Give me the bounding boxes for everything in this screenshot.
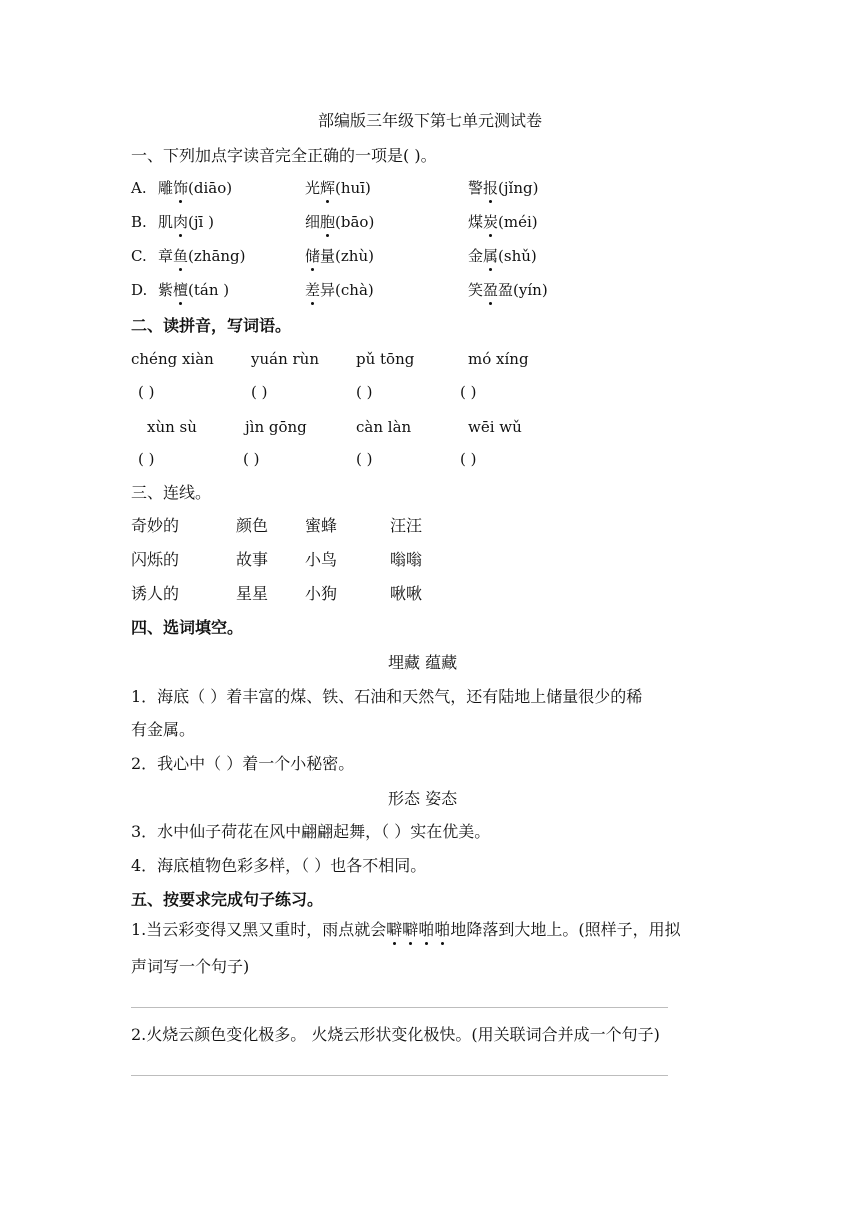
dotted-char: 噼	[402, 920, 419, 939]
pinyin-label: wēi wǔ	[468, 418, 522, 436]
word-char: 笑	[468, 281, 484, 299]
match-item[interactable]: 汪汪	[390, 516, 423, 535]
word-char: 煤	[468, 213, 484, 231]
option-word	[468, 279, 548, 301]
pinyin: (shǔ)	[498, 247, 537, 265]
word-choice-pair-2: 形态 姿态	[388, 789, 458, 808]
dotted-char: 鱼	[173, 247, 189, 265]
option-word	[158, 279, 229, 301]
option-word	[468, 177, 538, 199]
dotted-char: 檀	[173, 281, 189, 299]
option-word	[305, 279, 374, 301]
dotted-char: 盈	[483, 281, 499, 299]
word-char: 章	[158, 247, 174, 265]
answer-blank[interactable]: ( )	[138, 450, 155, 468]
dotted-char: 胞	[320, 213, 336, 231]
dotted-char: 报	[483, 179, 499, 197]
section-5-heading: 五、按要求完成句子练习。	[131, 890, 324, 909]
option-word	[158, 211, 214, 233]
word-char: 紫	[158, 281, 174, 299]
word-choice-pair-1: 埋藏 蕴藏	[388, 653, 458, 672]
match-item[interactable]: 奇妙的	[131, 516, 180, 535]
option-label: A.	[131, 179, 147, 197]
pinyin-label: jìn gōng	[245, 418, 307, 436]
dotted-char: 炭	[483, 213, 499, 231]
answer-blank[interactable]: ( )	[243, 450, 260, 468]
match-item[interactable]: 蜜蜂	[305, 516, 338, 535]
section-1-heading: 一、下列加点字读音完全正确的一项是( )。	[131, 146, 437, 165]
sentence-task-2: 2.火烧云颜色变化极多。 火烧云形状变化极快。(用关联词合并成一个句子)	[131, 1025, 660, 1044]
dotted-char: 肉	[173, 213, 189, 231]
dotted-char: 饰	[173, 179, 189, 197]
pinyin: (diāo)	[188, 179, 233, 197]
option-word	[305, 211, 374, 233]
fill-sentence-4: 4．海底植物色彩多样，（ ）也各不相同。	[131, 856, 427, 875]
dotted-char: 储	[305, 247, 321, 265]
dotted-char: 啪	[434, 920, 451, 939]
word-char: 盈	[498, 281, 514, 299]
option-label: D.	[131, 281, 148, 299]
fill-sentence-1-cont: 有金属。	[131, 720, 196, 739]
sentence-task-1-cont: 声词写一个句子)	[131, 957, 250, 976]
option-word	[305, 245, 374, 267]
word-char: 量	[320, 247, 336, 265]
pinyin: (zhù)	[335, 247, 374, 265]
sentence-task-1-post: 地降落到大地上。(照样子，用拟	[450, 920, 681, 939]
page-title: 部编版三年级下第七单元测试卷	[317, 111, 542, 130]
word-char: 异	[320, 281, 336, 299]
word-char: 警	[468, 179, 484, 197]
word-char: 肌	[158, 213, 174, 231]
sentence-task-1-pre: 1.当云彩变得又黑又重时，雨点就会	[131, 920, 387, 939]
pinyin-label: yuán rùn	[251, 350, 319, 368]
match-item[interactable]: 诱人的	[131, 584, 180, 603]
match-item[interactable]: 颜色	[236, 516, 269, 535]
answer-blank[interactable]: ( )	[138, 383, 155, 401]
match-item[interactable]: 小狗	[305, 584, 338, 603]
word-char: 雕	[158, 179, 174, 197]
match-item[interactable]: 星星	[236, 584, 269, 603]
section-2-heading: 二、读拼音，写词语。	[131, 316, 292, 335]
match-item[interactable]: 小鸟	[305, 550, 338, 569]
option-word	[468, 211, 538, 233]
word-char: 金	[468, 247, 484, 265]
option-word	[305, 177, 371, 199]
answer-line-2[interactable]	[131, 1075, 668, 1076]
pinyin-label: chéng xiàn	[131, 350, 214, 368]
pinyin-label: càn làn	[356, 418, 412, 436]
pinyin-label: xùn sù	[147, 418, 197, 436]
pinyin-label: mó xíng	[468, 350, 529, 368]
answer-blank[interactable]: ( )	[251, 383, 268, 401]
option-word	[158, 245, 246, 267]
pinyin: (jī )	[188, 213, 214, 231]
answer-line-1[interactable]	[131, 1007, 668, 1008]
dotted-char: 辉	[320, 179, 336, 197]
fill-sentence-2: 2．我心中（ ）着一个小秘密。	[131, 754, 355, 773]
pinyin: (zhāng)	[188, 247, 246, 265]
section-4-heading: 四、选词填空。	[131, 618, 244, 637]
sentence-task-1	[131, 919, 681, 941]
fill-sentence-1: 1．海底（ ）着丰富的煤、铁、石油和天然气，还有陆地上储量很少的稀	[131, 687, 643, 706]
dotted-char: 啪	[418, 920, 435, 939]
pinyin: (huī)	[335, 179, 371, 197]
dotted-char: 噼	[386, 920, 403, 939]
option-word	[468, 245, 537, 267]
match-item[interactable]: 故事	[236, 550, 269, 569]
section-3-heading: 三、连线。	[131, 483, 212, 502]
dotted-char: 属	[483, 247, 499, 265]
fill-sentence-3: 3．水中仙子荷花在风中翩翩起舞，（ ）实在优美。	[131, 822, 491, 841]
word-char: 细	[305, 213, 321, 231]
pinyin: (bāo)	[335, 213, 375, 231]
answer-blank[interactable]: ( )	[356, 383, 373, 401]
pinyin: (yín)	[513, 281, 548, 299]
pinyin: (chà)	[335, 281, 374, 299]
pinyin: (tán )	[188, 281, 230, 299]
option-word	[158, 177, 232, 199]
pinyin: (jǐng)	[498, 179, 539, 197]
pinyin-label: pǔ tōng	[356, 350, 415, 368]
pinyin: (méi)	[498, 213, 538, 231]
answer-blank[interactable]: ( )	[460, 450, 477, 468]
option-label: C.	[131, 247, 147, 265]
answer-blank[interactable]: ( )	[460, 383, 477, 401]
word-char: 光	[305, 179, 321, 197]
option-label: B.	[131, 213, 147, 231]
match-item[interactable]: 闪烁的	[131, 550, 180, 569]
answer-blank[interactable]: ( )	[356, 450, 373, 468]
dotted-char: 差	[305, 281, 321, 299]
match-item[interactable]: 啾啾	[390, 584, 423, 603]
match-item[interactable]: 嗡嗡	[390, 550, 423, 569]
